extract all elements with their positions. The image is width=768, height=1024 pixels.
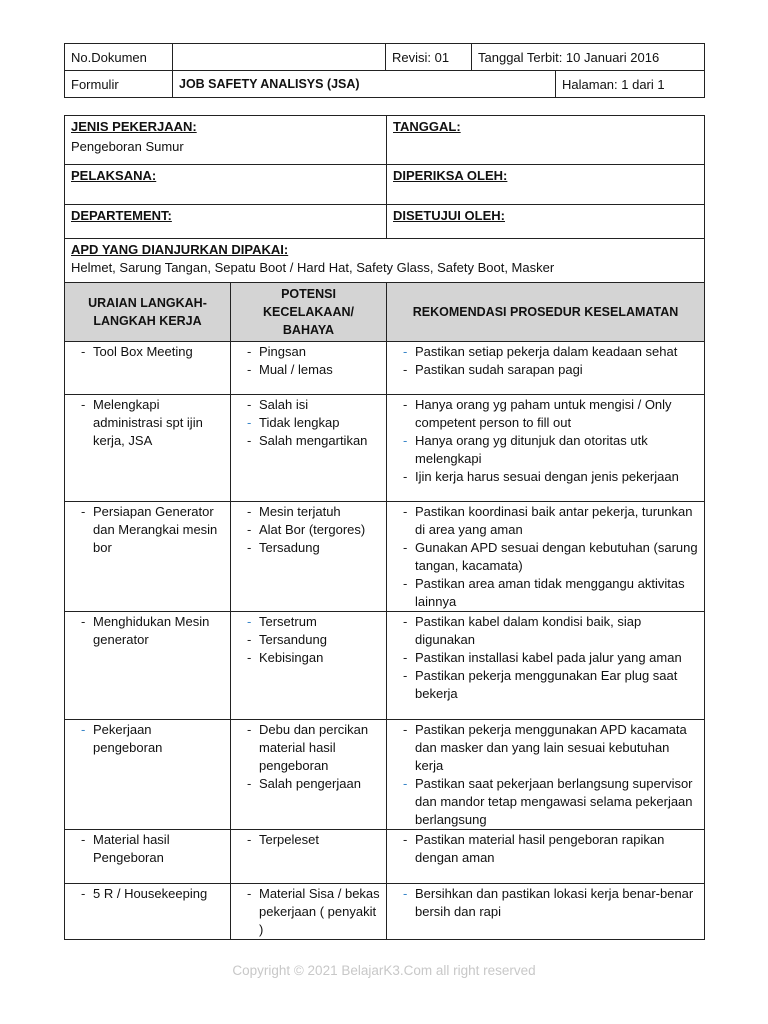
revisi: Revisi: 01 bbox=[386, 44, 472, 71]
table-row bbox=[65, 395, 705, 502]
table-row bbox=[65, 884, 705, 940]
tanggal-terbit: Tanggal Terbit: 10 Januari 2016 bbox=[472, 44, 705, 71]
tanggal-label: TANGGAL: bbox=[393, 119, 461, 134]
list-item: - Pekerjaan pengeboran bbox=[71, 721, 224, 757]
disetujui-label: DISETUJUI OLEH: bbox=[393, 208, 505, 223]
list-item: - Pastikan saat pekerjaan berlangsung supervisor dan mandor tetap mengawasi selama pekerjaan berlangsung bbox=[393, 775, 698, 829]
list-item: - Pastikan sudah sarapan pagi bbox=[393, 361, 698, 379]
halaman: Halaman: 1 dari 1 bbox=[556, 71, 705, 98]
departement-label: DEPARTEMENT: bbox=[71, 208, 172, 223]
list-item: - Tersetrum bbox=[237, 613, 380, 631]
formulir-label: Formulir bbox=[65, 71, 173, 98]
diperiksa-label: DIPERIKSA OLEH: bbox=[393, 168, 508, 183]
column-header-rekomendasi: REKOMENDASI PROSEDUR KESELAMATAN bbox=[387, 283, 705, 342]
list-item: - Tersandung bbox=[237, 631, 380, 649]
pelaksana-label: PELAKSANA: bbox=[71, 168, 157, 183]
apd-cell bbox=[65, 239, 705, 283]
list-item: - Hanya orang yg ditunjuk dan otoritas utk melengkapi bbox=[393, 432, 698, 468]
list-item: - Bersihkan dan pastikan lokasi kerja benar-benar bersih dan rapi bbox=[393, 885, 698, 921]
no-dokumen-value bbox=[173, 44, 386, 71]
table-row bbox=[65, 342, 705, 395]
jsa-table bbox=[64, 115, 705, 940]
list-item: - Terpeleset bbox=[237, 831, 380, 849]
list-item: - Pastikan pekerja menggunakan Ear plug saat bekerja bbox=[393, 667, 698, 703]
diperiksa-cell bbox=[387, 165, 705, 205]
jenis-pekerjaan-label: JENIS PEKERJAAN: bbox=[71, 119, 197, 134]
list-item: - Pastikan pekerja menggunakan APD kacamata dan masker dan yang lain sesuai kebutuhan kerja bbox=[393, 721, 698, 775]
column-header-potensi: POTENSI KECELAKAAN/ BAHAYA bbox=[231, 283, 387, 342]
list-item: - Tersadung bbox=[237, 539, 380, 557]
list-item: - Pastikan installasi kabel pada jalur yang aman bbox=[393, 649, 698, 667]
table-row bbox=[65, 830, 705, 884]
disetujui-cell bbox=[387, 205, 705, 239]
table-row bbox=[65, 502, 705, 612]
list-item: - Pingsan bbox=[237, 343, 380, 361]
list-item: - Material Sisa / bekas pekerjaan ( penyakit ) bbox=[237, 885, 380, 939]
list-item: - Salah pengerjaan bbox=[237, 775, 380, 793]
jenis-pekerjaan-cell bbox=[65, 116, 387, 165]
column-header-uraian: URAIAN LANGKAH- LANGKAH KERJA bbox=[65, 283, 231, 342]
list-item: - Pastikan koordinasi baik antar pekerja, turunkan di area yang aman bbox=[393, 503, 698, 539]
departement-cell bbox=[65, 205, 387, 239]
list-item: - Mesin terjatuh bbox=[237, 503, 380, 521]
list-item: - Pastikan setiap pekerja dalam keadaan sehat bbox=[393, 343, 698, 361]
form-title: JOB SAFETY ANALISYS (JSA) bbox=[173, 71, 556, 98]
list-item: - 5 R / Housekeeping bbox=[71, 885, 224, 903]
tanggal-cell bbox=[387, 116, 705, 165]
list-item: - Pastikan area aman tidak menggangu aktivitas lainnya bbox=[393, 575, 698, 611]
jenis-pekerjaan-value: Pengeboran Sumur bbox=[71, 139, 184, 154]
list-item: - Tool Box Meeting bbox=[71, 343, 224, 361]
list-item: - Material hasil Pengeboran bbox=[71, 831, 224, 867]
list-item: - Pastikan kabel dalam kondisi baik, siap digunakan bbox=[393, 613, 698, 649]
apd-label: APD YANG DIANJURKAN DIPAKAI: bbox=[71, 242, 289, 257]
list-item: - Persiapan Generator dan Merangkai mesin bor bbox=[71, 503, 224, 557]
list-item: - Kebisingan bbox=[237, 649, 380, 667]
list-item: - Salah isi bbox=[237, 396, 380, 414]
list-item: - Mual / lemas bbox=[237, 361, 380, 379]
list-item: - Ijin kerja harus sesuai dengan jenis pekerjaan bbox=[393, 468, 698, 486]
document-header-table bbox=[64, 43, 705, 98]
pelaksana-cell bbox=[65, 165, 387, 205]
list-item: - Alat Bor (tergores) bbox=[237, 521, 380, 539]
list-item: - Pastikan material hasil pengeboran rapikan dengan aman bbox=[393, 831, 698, 867]
list-item: - Hanya orang yg paham untuk mengisi / Only competent person to fill out bbox=[393, 396, 698, 432]
list-item: - Melengkapi administrasi spt ijin kerja, JSA bbox=[71, 396, 224, 450]
list-item: - Salah mengartikan bbox=[237, 432, 380, 450]
table-row bbox=[65, 612, 705, 720]
list-item: - Debu dan percikan material hasil pengeboran bbox=[237, 721, 380, 775]
copyright-footer: Copyright © 2021 BelajarK3.Com all right reserved bbox=[232, 963, 536, 978]
apd-value: Helmet, Sarung Tangan, Sepatu Boot / Hard Hat, Safety Glass, Safety Boot, Masker bbox=[71, 260, 555, 275]
list-item: - Menghidukan Mesin generator bbox=[71, 613, 224, 649]
table-row bbox=[65, 720, 705, 830]
list-item: - Tidak lengkap bbox=[237, 414, 380, 432]
no-dokumen-label: No.Dokumen bbox=[65, 44, 173, 71]
list-item: - Gunakan APD sesuai dengan kebutuhan (sarung tangan, kacamata) bbox=[393, 539, 698, 575]
